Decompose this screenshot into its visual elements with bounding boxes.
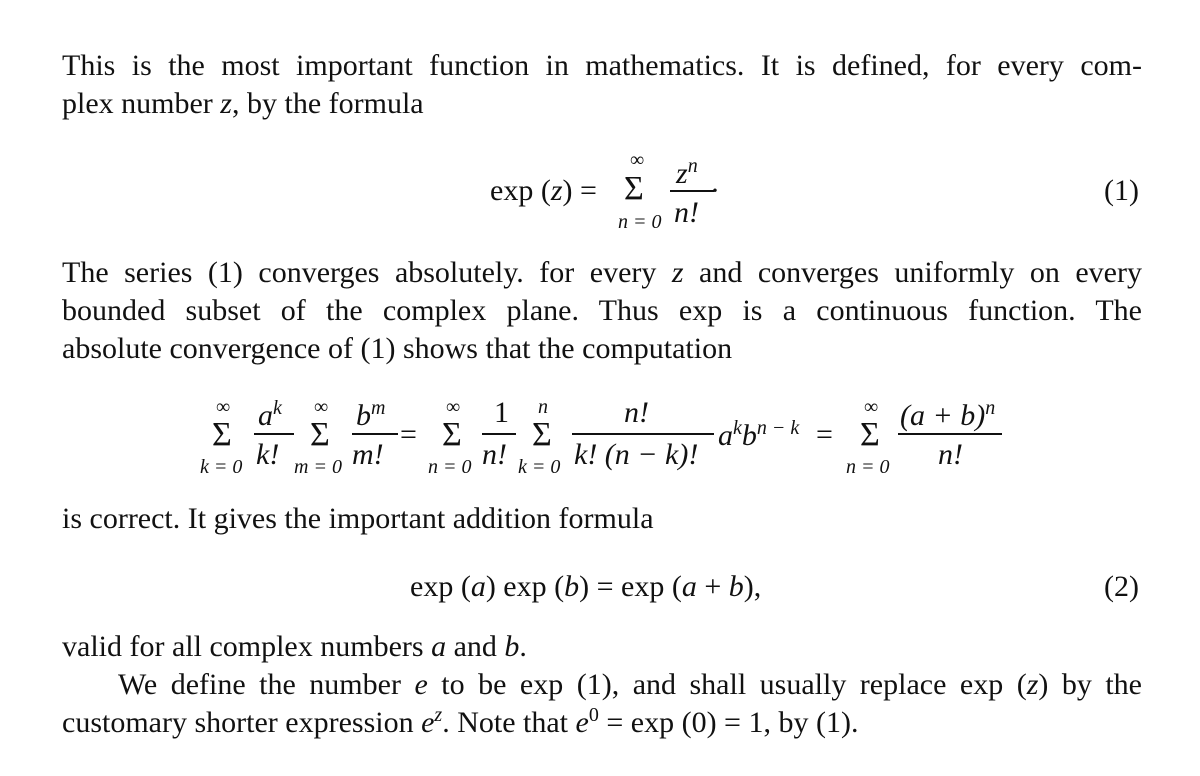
frac-apb-num: $(a + b)^n$: [900, 397, 996, 432]
sum-n-upper: ∞: [446, 396, 461, 418]
frac-binom-den: k! (n − k)!: [574, 438, 699, 471]
sigma-k: Σ: [212, 416, 232, 453]
eq1-fraction-bar: [670, 190, 714, 192]
sum-k2-lower: k = 0: [518, 456, 561, 478]
sum-k-upper: ∞: [216, 396, 231, 418]
paragraph-2-line-1: [62, 254, 1142, 292]
sum-m-lower: m = 0: [294, 456, 342, 478]
sum-k2-upper: n: [538, 396, 548, 418]
sum-k-lower: k = 0: [200, 456, 243, 478]
paragraph-2-line-3: [62, 330, 1142, 368]
text: and converges uniformly on every: [683, 256, 1142, 289]
eq1-sigma-symbol: Σ: [624, 170, 644, 207]
variable-z: z: [671, 256, 684, 289]
sigma-n2: Σ: [860, 416, 880, 453]
sigma-n: Σ: [442, 416, 462, 453]
frac-apb-den: n!: [938, 438, 963, 471]
frac-bm-bar: [352, 433, 398, 435]
sum-n-lower: n = 0: [428, 456, 472, 478]
paragraph-1-line-2: [62, 85, 1142, 123]
sigma-m: Σ: [310, 416, 330, 453]
equation-number-1: (1): [1104, 174, 1139, 207]
frac-binom-bar: [572, 433, 714, 435]
sum-n2-upper: ∞: [864, 396, 879, 418]
eq1-sum-upper-limit: ∞: [630, 149, 645, 171]
equals-sign-1: =: [400, 418, 417, 451]
frac-bm-den: m!: [352, 438, 384, 471]
paragraph-5-line-1: We define the number e to be exp (1), and shall usually replace exp (z) by the: [118, 668, 1142, 701]
variable-z: z: [220, 87, 232, 120]
eq1-denominator: n!: [674, 196, 699, 229]
sum-m-upper: ∞: [314, 396, 329, 418]
frac-binom-num: n!: [624, 396, 649, 429]
frac-ak-bar: [254, 433, 294, 435]
paragraph-5-line-2: customary shorter expression $e^z$. Note that $e^0 = \exp (0) = 1$, by (1).: [62, 704, 859, 739]
frac-bm-num: $b^m$: [356, 397, 386, 432]
equals-sign-2: =: [816, 418, 833, 451]
frac-ak-num: $a^k$: [258, 397, 282, 432]
eq1-numerator: $z^n$: [676, 155, 698, 190]
paragraph-2-line-2: [62, 292, 1142, 330]
text: absolute convergence of (1) shows that the computation: [62, 332, 733, 365]
text: bounded subset of the complex plane. Thus exp is a continuous function. The: [62, 294, 1142, 327]
eq1-trailing-dot: ·: [710, 174, 720, 207]
paragraph-1-line-1: [62, 47, 1142, 85]
paragraph-3: [62, 500, 1142, 538]
paragraph-4: valid for all complex numbers a and b.: [62, 630, 527, 663]
frac-one-den: n!: [482, 438, 507, 471]
equation-number-2: (2): [1104, 570, 1139, 603]
sigma-k2: Σ: [532, 416, 552, 453]
text: This is the most important function in mathematics. It is defined, for every com-: [62, 49, 1142, 82]
sum-n2-lower: n = 0: [846, 456, 890, 478]
term-akbnk: $a^kb^{n - k}$: [718, 417, 800, 452]
text: , by the formula: [231, 87, 424, 120]
frac-apb-bar: [898, 433, 1002, 435]
text: plex number: [62, 87, 221, 120]
text: is correct. It gives the important addition formula: [62, 502, 654, 535]
frac-one-num: 1: [494, 396, 509, 429]
eq1-lhs: exp (z) =: [490, 174, 597, 207]
frac-ak-den: k!: [256, 438, 280, 471]
eq2-body: exp (a) exp (b) = exp (a + b),: [410, 570, 762, 603]
frac-one-bar: [482, 433, 516, 435]
text: The series (1) converges absolutely. for every: [62, 256, 672, 289]
eq1-sum-lower-limit: n = 0: [618, 211, 662, 233]
